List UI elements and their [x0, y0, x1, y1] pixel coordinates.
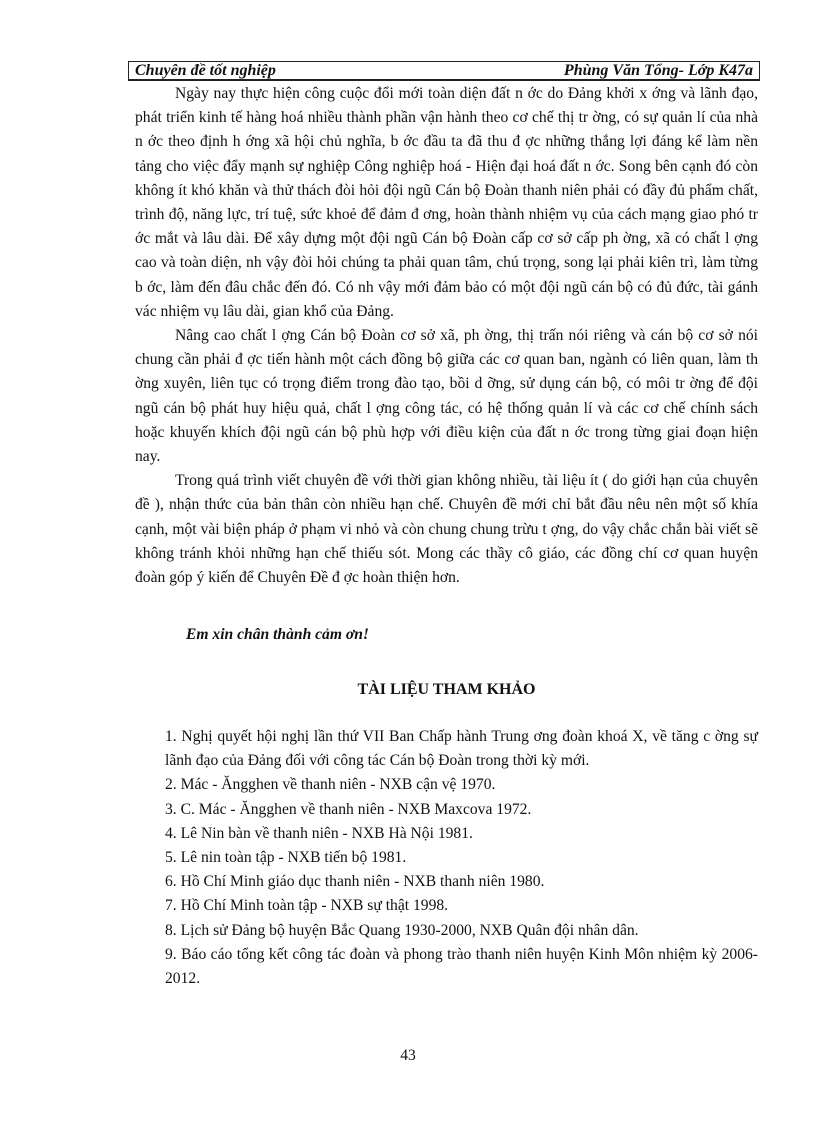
- paragraph: Trong quá trình viết chuyên đề với thời gian không nhiều, tài liệu ít ( do giới hạn của chuyên đề ), nhận thức của bản thân còn nhiều hạn chế. Chuyên đề mới chỉ bắt đầu nêu nên một số khía cạnh, một vài biện pháp ở phạm vi nhỏ và còn chung chung trừu t ợng, do vậy chắc chắn bài viết sẽ không tránh khỏi những hạn chế thiếu sót. Mong các thầy cô giáo, các đồng chí cơ quan huyện đoàn góp ý kiến để Chuyên Đề đ ợc hoàn thiện hơn.: [135, 472, 758, 587]
- page-header: [128, 61, 760, 81]
- references-title: TÀI LIỆU THAM KHẢO: [357, 681, 536, 698]
- header-left-title: Chuyên đề tốt nghiệp: [135, 61, 276, 79]
- page-number: 43: [400, 1047, 416, 1064]
- body-text: [135, 82, 758, 590]
- reference-item: 7. Hồ Chí Minh toàn tập - NXB sự thật 1998.: [165, 897, 449, 915]
- header-author-class: Phùng Văn Tổng- Lớp K47a: [563, 61, 753, 79]
- reference-item: 1. Nghị quyết hội nghị lần thứ VII Ban Chấp hành Trung ơng đoàn khoá X, về tăng c ờng sự lãnh đạo của Đảng đối với công tác Cán bộ Đoàn trong thời kỳ mới.: [165, 728, 758, 770]
- reference-item: 4. Lê Nin bàn về thanh niên - NXB Hà Nội 1981.: [165, 824, 473, 842]
- reference-item: 6. Hồ Chí Minh giáo dục thanh niên - NXB thanh niên 1980.: [165, 873, 545, 891]
- paragraph: Nâng cao chất l ợng Cán bộ Đoàn cơ sở xã, ph ờng, thị trấn nói riêng và cán bộ cơ sở nói chung cần phải đ ợc tiến hành một cách đồng bộ giữa các cơ quan ban, ngành có liên quan, làm th ờng xuyên, liên tục có trọng điểm trong đào tạo, bồi d ỡng, sử dụng cán bộ, có môi tr ờng để đội ngũ cán bộ phát huy hiệu quả, chất l ợng công tác, có hệ thống quản lí và các cơ chế chính sách hoặc khuyến khích đội ngũ cán bộ phù hợp với điều kiện của đất n ớc trong từng giai đoạn hiện nay.: [135, 327, 758, 466]
- reference-item: 5. Lê nin toàn tập - NXB tiến bộ 1981.: [165, 849, 407, 867]
- closing-thanks: Em xin chân thành cảm ơn!: [186, 626, 369, 643]
- references-list: [165, 725, 758, 991]
- reference-item: 3. C. Mác - Ăngghen về thanh niên - NXB Maxcova 1972.: [165, 800, 532, 818]
- paragraph: Ngày nay thực hiện công cuộc đổi mới toàn diện đất n ớc do Đảng khởi x ớng và lãnh đạo, phát triển kinh tế hàng hoá nhiều thành phần vận hành theo cơ chế thị tr ờng, có sự quản lí của nhà n ớc theo định h ớng xã hội chủ nghĩa, b ớc đầu ta đã thu đ ợc những thắng lợi đáng kể làm nền tảng cho việc đẩy mạnh sự nghiệp Công nghiệp hoá - Hiện đại hoá đất n ớc. Song bên cạnh đó còn không ít khó khăn và thử thách đòi hỏi đội ngũ Cán bộ Đoàn thanh niên phải có đầy đủ phẩm chất, trình độ, năng lực, trí tuệ, sức khoẻ để đảm đ ơng, hoàn thành nhiệm vụ của cách mạng giao phó tr ớc mắt và lâu dài. Để xây dựng một đội ngũ Cán bộ Đoàn cấp cơ sở cấp ph ờng, xã có chất l ợng cao và toàn diện, nh vậy đòi hỏi chúng ta phải quan tâm, chú trọng, song lại phải kiên trì, làm từng b ớc, làm đến đâu chắc đến đó. Có nh vậy mới đảm bảo có một đội ngũ cán bộ có đủ đức, tài gánh vác nhiệm vụ lâu dài, gian khổ của Đảng.: [135, 85, 758, 320]
- reference-item: 8. Lịch sử Đảng bộ huyện Bắc Quang 1930-2000, NXB Quân đội nhân dân.: [165, 921, 639, 939]
- reference-item: 9. Báo cáo tổng kết công tác đoàn và phong trào thanh niên huyện Kinh Môn nhiệm kỳ 2006-2012.: [165, 945, 758, 988]
- reference-item: 2. Mác - Ăngghen về thanh niên - NXB cận vệ 1970.: [165, 776, 496, 794]
